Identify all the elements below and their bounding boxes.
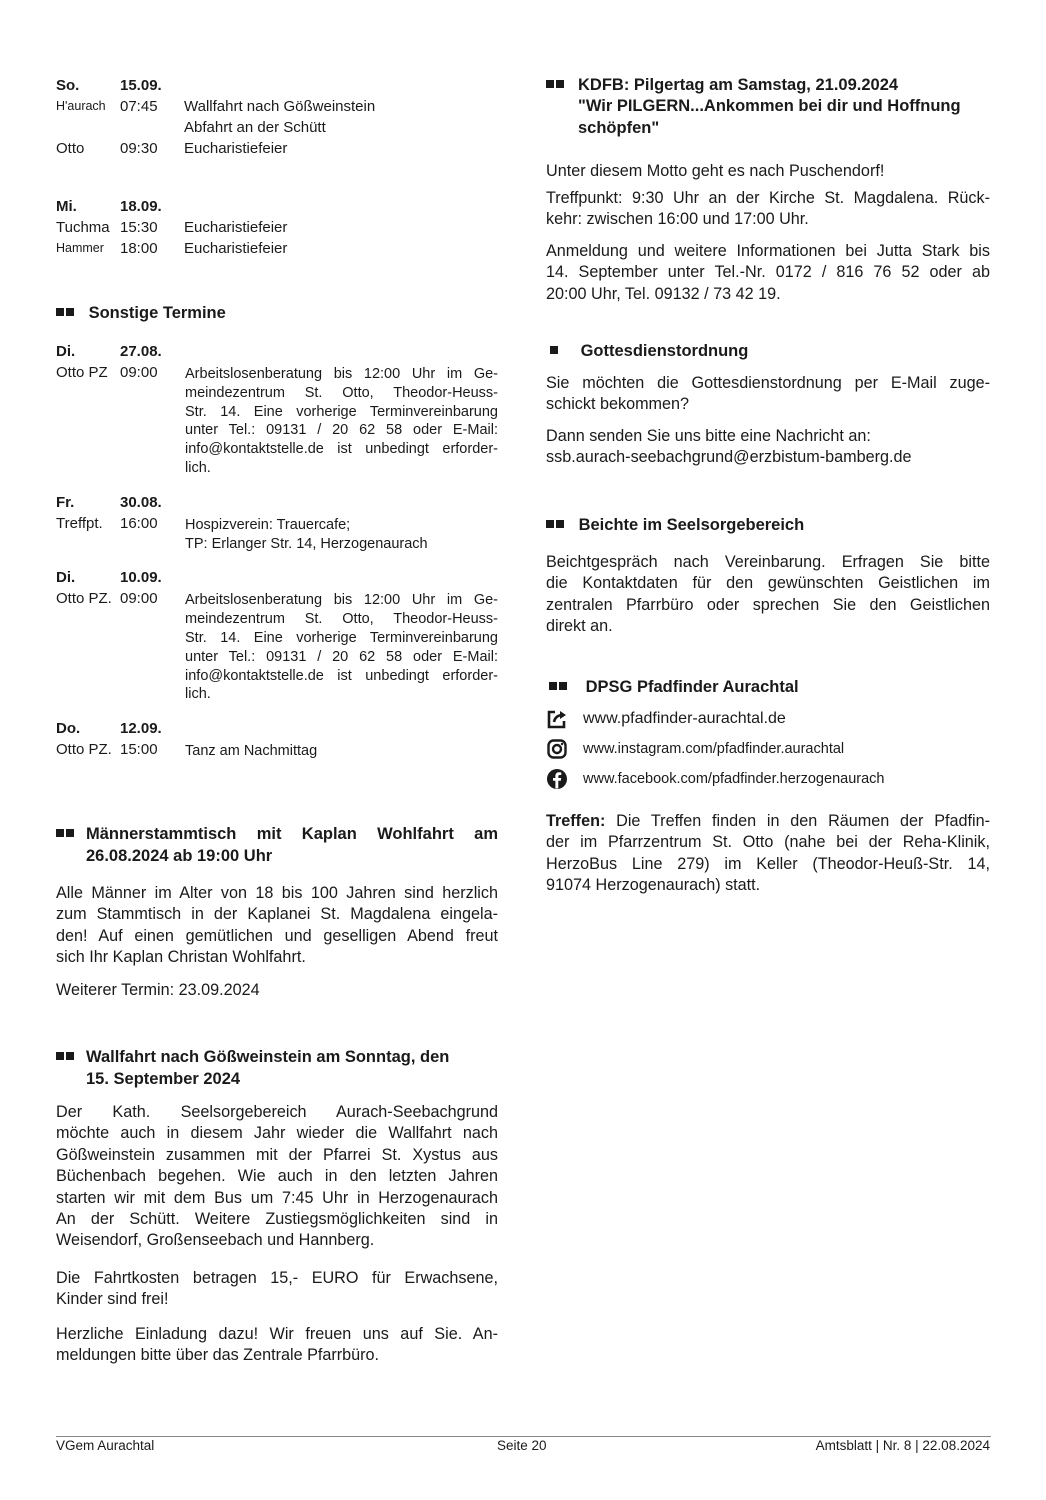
- text-line: kehr: zwischen 16:00 und 17:00 Uhr.: [546, 210, 809, 229]
- text-line: Alle Männer im Alter von 18 bis 100 Jahren sind herzlich: [56, 884, 498, 902]
- facebook-link-text[interactable]: www.facebook.com/pfadfinder.herzogenaurach: [583, 771, 885, 787]
- schedule-place: So.: [56, 77, 80, 94]
- event-time: 16:00: [120, 514, 158, 532]
- schedule-row: [56, 217, 498, 238]
- heading-line: KDFB: Pilgertag am Samstag, 21.09.2024: [578, 76, 899, 94]
- schedule-description: Eucharistiefeier: [184, 219, 288, 236]
- event-item: [56, 718, 498, 760]
- schedule-row: [56, 138, 498, 159]
- schedule-place: Tuchma: [56, 219, 110, 236]
- event-date-row: [56, 341, 498, 362]
- text-fragment: Die Treffen finden in den Räumen der Pfadfin-: [605, 812, 990, 830]
- event-date-row: [56, 567, 498, 588]
- footer-left: VGem Aurachtal: [56, 1438, 155, 1453]
- bullet-squares-icon: [56, 1047, 76, 1068]
- text-line: zum Stammtisch in der Kaplanei St. Magdalena eingela-: [56, 905, 498, 924]
- instagram-link-text[interactable]: www.instagram.com/pfadfinder.aurachtal: [583, 741, 845, 757]
- wallfahrt-paragraph-2: [56, 1268, 498, 1311]
- instagram-icon: [546, 738, 568, 760]
- event-date-row: [56, 492, 498, 513]
- schedule-row: [56, 96, 498, 117]
- heading-line: Männerstammtisch mit Kaplan Wohlfahrt am: [86, 825, 498, 843]
- event-description: [185, 516, 498, 554]
- schedule-time: 07:45: [120, 98, 158, 115]
- event-date: 30.08.: [120, 493, 162, 511]
- event-place: Treffpt.: [56, 514, 103, 532]
- event-description-line: lich.: [185, 686, 211, 703]
- kdfb-paragraph-2: [546, 188, 990, 231]
- event-time: 15:00: [120, 741, 158, 759]
- text-line: Treffpunkt: 9:30 Uhr an der Kirche St. Magdalena. Rück-: [546, 189, 990, 207]
- schedule-place: Mi.: [56, 198, 77, 215]
- schedule-time: 15:30: [120, 219, 158, 236]
- event-description-line: lich.: [185, 459, 211, 476]
- event-date: 10.09.: [120, 569, 162, 587]
- event-description-line: Str. 14. Eine vorherige Terminvereinbarung: [185, 629, 498, 646]
- event-description-line: unter Tel.: 09131 / 20 62 58 oder E-Mail:: [185, 422, 498, 439]
- text-line: der im Pfarrzentrum St. Otto (nahe bei der Reha-Klinik,: [546, 833, 990, 852]
- event-description-line: Tanz am Nachmittag: [185, 743, 318, 760]
- maenner-weiterer-termin: [56, 980, 498, 1001]
- schedule-place: Otto: [56, 140, 85, 157]
- event-description-line: unter Tel.: 09131 / 20 62 58 oder E-Mail:: [185, 648, 498, 665]
- schedule-description: Wallfahrt nach Gößweinstein: [184, 98, 376, 115]
- maenner-paragraph: [56, 883, 498, 969]
- event-time: 09:00: [120, 364, 158, 381]
- schedule-row: [56, 117, 498, 138]
- text-line: HerzoBus Line 279) im Keller (Theodor-Heuß-Str. 14,: [546, 854, 990, 873]
- bullet-squares-icon: [56, 303, 76, 324]
- text-line: Dann senden Sie uns bitte eine Nachricht an:: [546, 427, 871, 445]
- schedule-time: 18:00: [120, 240, 158, 257]
- bullet-squares-icon: [546, 515, 566, 536]
- text-line: Anmeldung und weitere Informationen bei Jutta Stark bis: [546, 242, 990, 260]
- gottesdienstordnung-title: Gottesdienstordnung: [580, 342, 749, 360]
- schedule-place: Hammer: [56, 241, 104, 255]
- kdfb-paragraph-3: [546, 241, 990, 305]
- schedule-date: 15.09.: [120, 77, 162, 94]
- event-date: 27.08.: [120, 343, 162, 360]
- treffen-label: Treffen:: [546, 812, 606, 830]
- dpsg-heading: [546, 677, 799, 698]
- text-line: Die Fahrtkosten betragen 15,- EURO für Erwachsene,: [56, 1269, 498, 1287]
- text-line: Herzliche Einladung dazu! Wir freuen uns auf Sie. An-: [56, 1325, 498, 1343]
- schedule-description: Eucharistiefeier: [184, 140, 288, 157]
- text-line: starten wir mit dem Bus um 7:45 Uhr in Herzogenaurach: [56, 1188, 498, 1207]
- event-description-line: Arbeitslosenberatung bis 12:00 Uhr im Ge-: [185, 592, 498, 609]
- schedule-sunday: [56, 75, 498, 159]
- text-line: An der Schütt. Weitere Zustiegsmöglichkeiten sind in: [56, 1210, 498, 1229]
- schedule-time: 09:30: [120, 140, 158, 157]
- event-description: [185, 591, 498, 704]
- text-line: die Kontaktdaten für den gewünschten Geistlichen im: [546, 574, 990, 593]
- text-line: Weiterer Termin: 23.09.2024: [56, 981, 260, 999]
- text-line: 20:00 Uhr, Tel. 09132 / 73 42 19.: [546, 284, 781, 303]
- bullet-squares-icon: [546, 75, 566, 96]
- heading-line: Wallfahrt nach Gößweinstein am Sonntag, den: [86, 1048, 450, 1066]
- beichte-heading: [546, 515, 804, 536]
- text-line: zentralen Pfarrbüro oder sprechen Sie den Geistlichen: [546, 595, 990, 614]
- text-line: 14. September unter Tel.-Nr. 0172 / 816 76 52 oder ab: [546, 263, 990, 282]
- beichte-title: Beichte im Seelsorgebereich: [578, 516, 805, 534]
- event-item: [56, 341, 498, 476]
- event-place: Otto PZ: [56, 364, 108, 381]
- schedule-place: H'aurach: [56, 99, 106, 113]
- kdfb-paragraph-1: [546, 161, 990, 182]
- text-line: Kinder sind frei!: [56, 1290, 169, 1309]
- heading-line: "Wir PILGERN...Ankommen bei dir und Hoffnung: [578, 97, 961, 115]
- text-line: schickt bekommen?: [546, 395, 690, 414]
- schedule-date: 18.09.: [120, 198, 162, 215]
- dpsg-title: DPSG Pfadfinder Aurachtal: [585, 678, 799, 696]
- bullet-squares-icon: [56, 824, 76, 845]
- beichte-paragraph: [546, 552, 990, 638]
- email-address[interactable]: ssb.aurach-seebachgrund@erzbistum-bamberg.de: [546, 448, 912, 467]
- text-line: Sie möchten die Gottesdienstordnung per E-Mail zuge-: [546, 374, 990, 392]
- wallfahrt-paragraph-3: [56, 1324, 498, 1367]
- text-line: den! Auf einen gemütlichen und geselligen Abend freut: [56, 926, 498, 945]
- schedule-date-row: [56, 196, 498, 217]
- text-line: Gößweinstein zusammen mit der Pfarrei St. Xystus aus: [56, 1145, 498, 1164]
- event-description-line: Arbeitslosenberatung bis 12:00 Uhr im Ge-: [185, 366, 498, 382]
- external-link-icon: [546, 708, 568, 730]
- footer-right: Amtsblatt | Nr. 8 | 22.08.2024: [815, 1438, 990, 1453]
- schedule-description: Eucharistiefeier: [184, 240, 288, 257]
- text-line: [546, 811, 990, 832]
- text-line: Beichtgespräch nach Vereinbarung. Erfragen Sie bitte: [546, 553, 990, 571]
- text-line: möchte auch in diesem Jahr wieder die Wallfahrt nach: [56, 1124, 498, 1143]
- event-date: 12.09.: [120, 720, 162, 738]
- text-line: Unter diesem Motto geht es nach Puschendorf!: [546, 162, 885, 180]
- website-link-text[interactable]: www.pfadfinder-aurachtal.de: [583, 710, 786, 727]
- bullet-squares-icon: [549, 677, 569, 698]
- event-description-line: meindezentrum St. Otto, Theodor-Heuss-: [185, 384, 498, 401]
- event-description-line: Str. 14. Eine vorherige Terminvereinbarung: [185, 403, 498, 420]
- event-description-line: meindezentrum St. Otto, Theodor-Heuss-: [185, 611, 498, 628]
- event-time: 09:00: [120, 590, 158, 608]
- treffen-paragraph: [546, 811, 990, 897]
- heading-line: schöpfen": [578, 119, 660, 137]
- event-description: [185, 365, 498, 478]
- text-line: meldungen bitte über das Zentrale Pfarrbüro.: [56, 1346, 380, 1365]
- facebook-icon: [546, 768, 568, 790]
- sonstige-termine-heading: [56, 303, 226, 324]
- event-item: [56, 492, 498, 552]
- text-line: direkt an.: [546, 617, 613, 636]
- gottesdienst-paragraph-1: [546, 373, 990, 416]
- event-description-line: info@kontaktstelle.de ist unbedingt erforder-: [185, 667, 498, 684]
- event-item: [56, 567, 498, 703]
- text-line: Büchenbach begehen. Wie auch in den letzten Jahren: [56, 1167, 498, 1186]
- bullet-square-icon: [550, 341, 560, 362]
- sonstige-termine-title: Sonstige Termine: [88, 304, 226, 322]
- gottesdienstordnung-heading: [546, 341, 748, 362]
- footer-page-number: Seite 20: [497, 1438, 547, 1453]
- event-description: [185, 742, 498, 761]
- gottesdienst-paragraph-2: [546, 426, 990, 469]
- text-line: Der Kath. Seelsorgebereich Aurach-Seebachgrund: [56, 1103, 498, 1121]
- event-day: Di.: [56, 343, 76, 360]
- heading-line: 26.08.2024 ab 19:00 Uhr: [86, 847, 273, 865]
- event-place: Otto PZ.: [56, 590, 112, 608]
- event-day: Fr.: [56, 493, 75, 511]
- text-line: Weisendorf, Großenseebach und Hannberg.: [56, 1231, 375, 1250]
- event-day: Di.: [56, 569, 76, 587]
- heading-line: 15. September 2024: [86, 1070, 241, 1088]
- schedule-date-row: [56, 75, 498, 96]
- event-description-line: TP: Erlanger Str. 14, Herzogenaurach: [185, 535, 428, 552]
- wallfahrt-paragraph-1: [56, 1102, 498, 1252]
- event-place: Otto PZ.: [56, 741, 112, 759]
- text-line: sich Ihr Kaplan Christan Wohlfahrt.: [56, 948, 306, 967]
- event-description-line: Hospizverein: Trauercafe;: [185, 516, 351, 533]
- text-line: 91074 Herzogenaurach) statt.: [546, 876, 761, 895]
- schedule-description: Abfahrt an der Schütt: [184, 119, 326, 136]
- event-day: Do.: [56, 720, 81, 738]
- schedule-wednesday: [56, 196, 498, 259]
- schedule-row: [56, 238, 498, 259]
- event-date-row: [56, 718, 498, 739]
- event-description-line: info@kontaktstelle.de ist unbedingt erforder-: [185, 441, 498, 458]
